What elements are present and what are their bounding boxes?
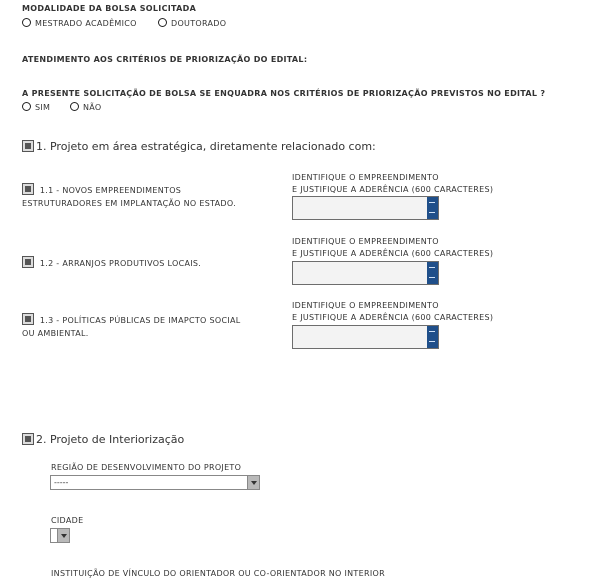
item-1-1-checkbox[interactable] — [22, 183, 34, 195]
item-1-2-scrollbar[interactable] — [427, 262, 438, 284]
radio-doutorado[interactable] — [158, 18, 226, 28]
item-1-1-hint — [292, 172, 493, 196]
radio-doutorado-label: DOUTORADO — [171, 19, 227, 28]
projeto2-checkbox[interactable] — [22, 433, 34, 445]
projeto2-label: 2. Projeto de Interiorização — [36, 433, 185, 446]
radio-mestrado-label: MESTRADO ACADÊMICO — [35, 19, 137, 28]
radio-sim[interactable] — [22, 102, 50, 112]
priorizacao-question: A PRESENTE SOLICITAÇÃO DE BOLSA SE ENQUADRA NOS CRITÉRIOS DE PRIORIZAÇÃO PREVISTOS NO EDITAL ? — [22, 89, 546, 98]
regiao-select-value: ----- — [54, 478, 69, 487]
item-1-1-hint-line1: IDENTIFIQUE O EMPREENDIMENTO — [292, 173, 439, 182]
projeto2-row — [22, 433, 184, 446]
item-1-1-label — [22, 183, 236, 210]
modalidade-title: MODALIDADE DA BOLSA SOLICITADA — [22, 4, 197, 13]
radio-nao-label: NÃO — [83, 103, 102, 112]
atendimento-title: ATENDIMENTO AOS CRITÉRIOS DE PRIORIZAÇÃO DO EDITAL: — [22, 55, 308, 64]
projeto1-checkbox[interactable] — [22, 140, 34, 152]
projeto1-label: 1. Projeto em área estratégica, diretamente relacionado com: — [36, 140, 376, 153]
chevron-down-icon[interactable] — [57, 529, 69, 542]
item-1-2-checkbox[interactable] — [22, 256, 34, 268]
item-1-1-text-line1: 1.1 - NOVOS EMPREENDIMENTOS — [39, 186, 182, 195]
item-1-3-scrollbar[interactable] — [427, 326, 438, 348]
radio-sim-label: SIM — [35, 103, 51, 112]
chevron-down-icon[interactable] — [247, 476, 259, 489]
item-1-2-label — [22, 256, 201, 268]
item-1-2-hint — [292, 236, 493, 260]
instituicao-label: INSTITUIÇÃO DE VÍNCULO DO ORIENTADOR OU CO-ORIENTADOR NO INTERIOR — [51, 569, 385, 578]
item-1-2-textarea[interactable] — [292, 261, 439, 285]
projeto1-row — [22, 140, 376, 153]
item-1-2-text-line1: 1.2 - ARRANJOS PRODUTIVOS LOCAIS. — [39, 259, 202, 268]
item-1-3-text-line1: 1.3 - POLÍTICAS PÚBLICAS DE IMAPCTO SOCIAL — [39, 316, 241, 325]
regiao-select[interactable] — [50, 475, 260, 490]
radio-mestrado-circle[interactable] — [22, 18, 31, 27]
item-1-3-textarea[interactable] — [292, 325, 439, 349]
radio-nao-circle[interactable] — [70, 102, 79, 111]
item-1-3-label — [22, 313, 241, 340]
item-1-3-hint — [292, 300, 493, 324]
radio-doutorado-circle[interactable] — [158, 18, 167, 27]
item-1-1-hint-line2: E JUSTIFIQUE A ADERÊNCIA (600 CARACTERES) — [292, 185, 494, 194]
item-1-3-hint-line1: IDENTIFIQUE O EMPREENDIMENTO — [292, 301, 439, 310]
cidade-select[interactable] — [50, 528, 70, 543]
radio-nao[interactable] — [70, 102, 102, 112]
radio-sim-circle[interactable] — [22, 102, 31, 111]
item-1-1-text-line2: ESTRUTURADORES EM IMPLANTAÇÃO NO ESTADO. — [22, 199, 236, 208]
item-1-3-text-line2: OU AMBIENTAL. — [22, 329, 89, 338]
item-1-3-hint-line2: E JUSTIFIQUE A ADERÊNCIA (600 CARACTERES) — [292, 313, 494, 322]
item-1-1-scrollbar[interactable] — [427, 197, 438, 219]
item-1-2-hint-line2: E JUSTIFIQUE A ADERÊNCIA (600 CARACTERES) — [292, 249, 494, 258]
regiao-label: REGIÃO DE DESENVOLVIMENTO DO PROJETO — [51, 463, 242, 472]
cidade-label: CIDADE — [51, 516, 84, 525]
item-1-3-checkbox[interactable] — [22, 313, 34, 325]
radio-mestrado[interactable] — [22, 18, 137, 28]
item-1-1-textarea[interactable] — [292, 196, 439, 220]
item-1-2-hint-line1: IDENTIFIQUE O EMPREENDIMENTO — [292, 237, 439, 246]
